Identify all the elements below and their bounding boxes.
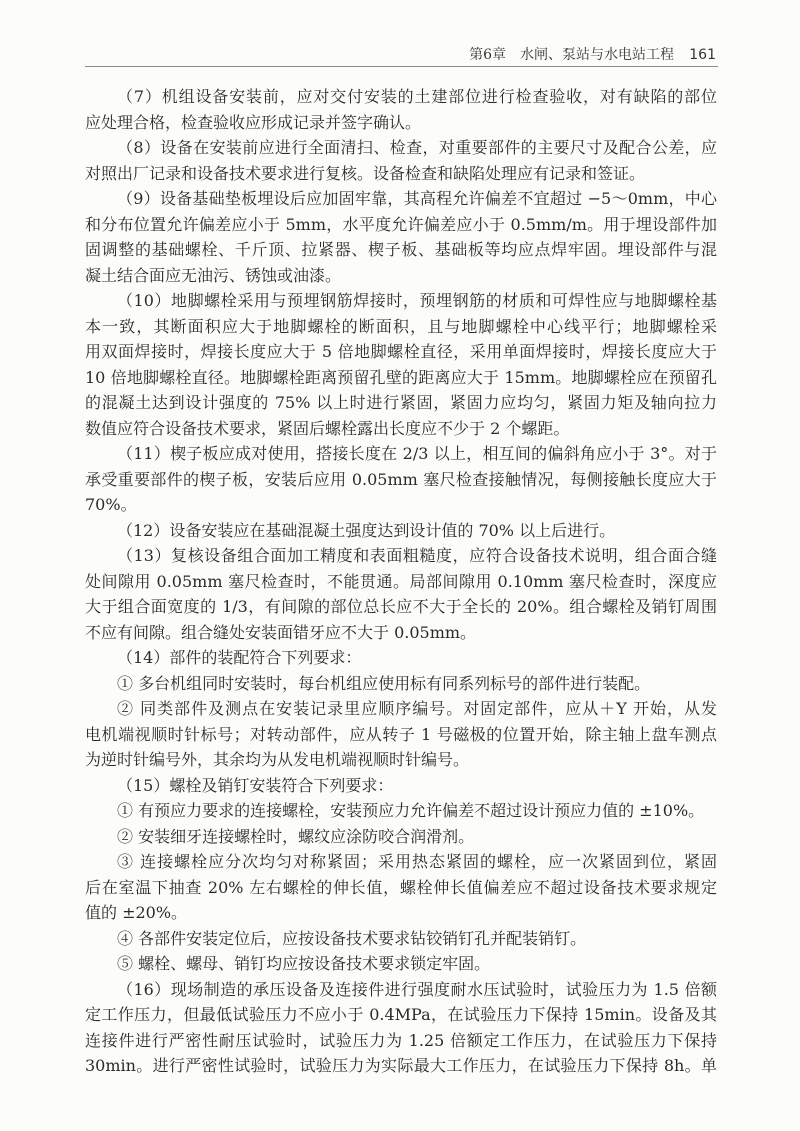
list-item-14-1 <box>85 671 717 697</box>
text-line: ④ 各部件安装定位后，应按设备技术要求钻铰销钉孔并配装销钉。 <box>117 928 587 948</box>
paragraph-9 <box>85 186 717 288</box>
paragraph-7 <box>85 84 717 135</box>
list-item-14-2 <box>85 696 717 773</box>
text-line: 用双面焊接时，焊接长度应大于 5 倍地脚螺栓直径，采用单面焊接时，焊接长度应大于 <box>85 342 717 361</box>
list-item-15-4 <box>85 926 717 952</box>
text-line: 承受重要部件的楔子板，安装后应用 0.05mm 塞尺检查接触情况，每侧接触长度应大于 <box>85 469 717 489</box>
text-line: 凝土结合面应无油污、锈蚀或油漆。 <box>85 265 342 285</box>
text-line: 电机端视顺时针标号；对转动部件，应从转子 1 号磁极的位置开始，除主轴上盘车测点 <box>85 724 717 744</box>
text-line: 不应有间隙。组合缝处安装面错牙应不大于 0.05mm。 <box>85 622 477 642</box>
paragraph-16 <box>85 977 717 1079</box>
text-line: ② 安装细牙连接螺栓时，螺纹应涂防咬合润滑剂。 <box>117 826 475 846</box>
text-line: 后在室温下抽查 20% 左右螺栓的伸长值，螺栓伸长值偏差应不超过设备技术要求规定 <box>85 877 717 897</box>
text-line: 和分布位置允许偏差应小于 5mm，水平度允许偏差应小于 0.5mm/m。用于埋设部件加 <box>85 214 717 234</box>
text-line: ② 同类部件及测点在安装记录里应顺序编号。对固定部件，应从＋Y 开始，从发 <box>117 699 717 718</box>
paragraph-8 <box>85 135 717 186</box>
text-line: ⑤ 螺栓、螺母、销钉均应按设备技术要求锁定牢固。 <box>117 954 491 973</box>
list-item-15-5 <box>85 951 717 977</box>
text-line: 70%。 <box>85 495 137 514</box>
text-line: （15）螺栓及销钉安装符合下列要求： <box>117 775 394 795</box>
text-line: （8）设备在安装前应进行全面清扫、检查，对重要部件的主要尺寸及配合公差，应 <box>117 138 717 157</box>
text-line: 的混凝土达到设计强度的 75% 以上时进行紧固，紧固力应均匀，紧固力矩及轴向拉力 <box>85 393 717 412</box>
text-line: （11）楔子板应成对使用，搭接长度在 2/3 以上，相互间的偏斜角应小于 3°。对于 <box>117 444 717 463</box>
list-item-15-1 <box>85 798 717 824</box>
text-line: 数值应符合设备技术要求，紧固后螺栓露出长度应不少于 2 个螺距。 <box>85 418 570 438</box>
list-item-15-3 <box>85 849 717 926</box>
text-line: ① 有预应力要求的连接螺栓，安装预应力允许偏差不超过设计预应力值的 ±10%。 <box>117 801 705 820</box>
paragraph-13 <box>85 543 717 645</box>
text-line: 对照出厂记录和设备技术要求进行复核。设备检查和缺陷处理应有记录和签证。 <box>85 163 646 183</box>
text-line: 定工作压力，但最低试验压力不应小于 0.4MPa，在试验压力下保持 15min。设备及其 <box>85 1005 717 1024</box>
text-line: ③ 连接螺栓应分次均匀对称紧固；采用热态紧固的螺栓，应一次紧固到位，紧固 <box>117 852 717 871</box>
text-line: 应处理合格，检查验收应形成记录并签字确认。 <box>85 112 422 132</box>
list-item-15-2 <box>85 824 717 850</box>
text-line: （12）设备安装应在基础混凝土强度达到设计值的 70% 以上后进行。 <box>117 520 616 540</box>
page-number: 161 <box>689 47 716 63</box>
paragraph-10 <box>85 288 717 441</box>
text-line: （16）现场制造的承压设备及连接件进行强度耐水压试验时，试验压力为 1.5 倍额 <box>117 979 717 999</box>
text-line: （9）设备基础垫板埋设后应加固牢靠，其高程允许偏差不宜超过 −5～0mm，中心 <box>117 189 717 208</box>
text-line: （10）地脚螺栓采用与预埋钢筋焊接时，预埋钢筋的材质和可焊性应与地脚螺栓基 <box>117 291 717 310</box>
paragraph-15 <box>85 773 717 799</box>
text-line: 10 倍地脚螺栓直径。地脚螺栓距离预留孔壁的距离应大于 15mm。地脚螺栓应在预留孔 <box>85 367 717 387</box>
text-line: 30min。进行严密性试验时，试验压力为实际最大工作压力，在试验压力下保持 8h。单 <box>85 1056 717 1075</box>
text-line: 固调整的基础螺栓、千斤顶、拉紧器、楔子板、基础板等均应点焊牢固。埋设部件与混 <box>85 240 717 259</box>
text-line: 处间隙用 0.05mm 塞尺检查时，不能贯通。局部间隙用 0.10mm 塞尺检查时，深度应 <box>85 571 717 591</box>
text-line: ① 多台机组同时安装时，每台机组应使用标有同系列标号的部件进行装配。 <box>117 673 651 693</box>
text-line: （13）复核设备组合面加工精度和表面粗糙度，应符合设备技术说明，组合面合缝 <box>117 546 717 565</box>
body-text <box>85 84 717 1079</box>
text-line: 本一致，其断面积应大于地脚螺栓的断面积，且与地脚螺栓中心线平行；地脚螺栓采 <box>85 316 717 336</box>
text-line: 大于组合面宽度的 1/3，有间隙的部位总长应不大于全长的 20%。组合螺栓及销钉周围 <box>85 597 717 616</box>
text-line: 为逆时针编号外，其余均为从发电机端视顺时针编号。 <box>85 750 470 769</box>
paragraph-14 <box>85 645 717 671</box>
running-header <box>85 44 718 67</box>
text-line: （14）部件的装配符合下列要求： <box>117 648 362 667</box>
text-line: 值的 ±20%。 <box>85 903 188 922</box>
paragraph-11 <box>85 441 717 518</box>
chapter-title: 第6章 水闸、泵站与水电站工程 <box>469 47 674 63</box>
text-line: （7）机组设备安装前，应对交付安装的土建部位进行检查验收，对有缺陷的部位 <box>117 87 717 106</box>
text-line: 连接件进行严密性耐压试验时，试验压力为 1.25 倍额定工作压力，在试验压力下保持 <box>85 1030 717 1050</box>
paragraph-12 <box>85 518 717 544</box>
